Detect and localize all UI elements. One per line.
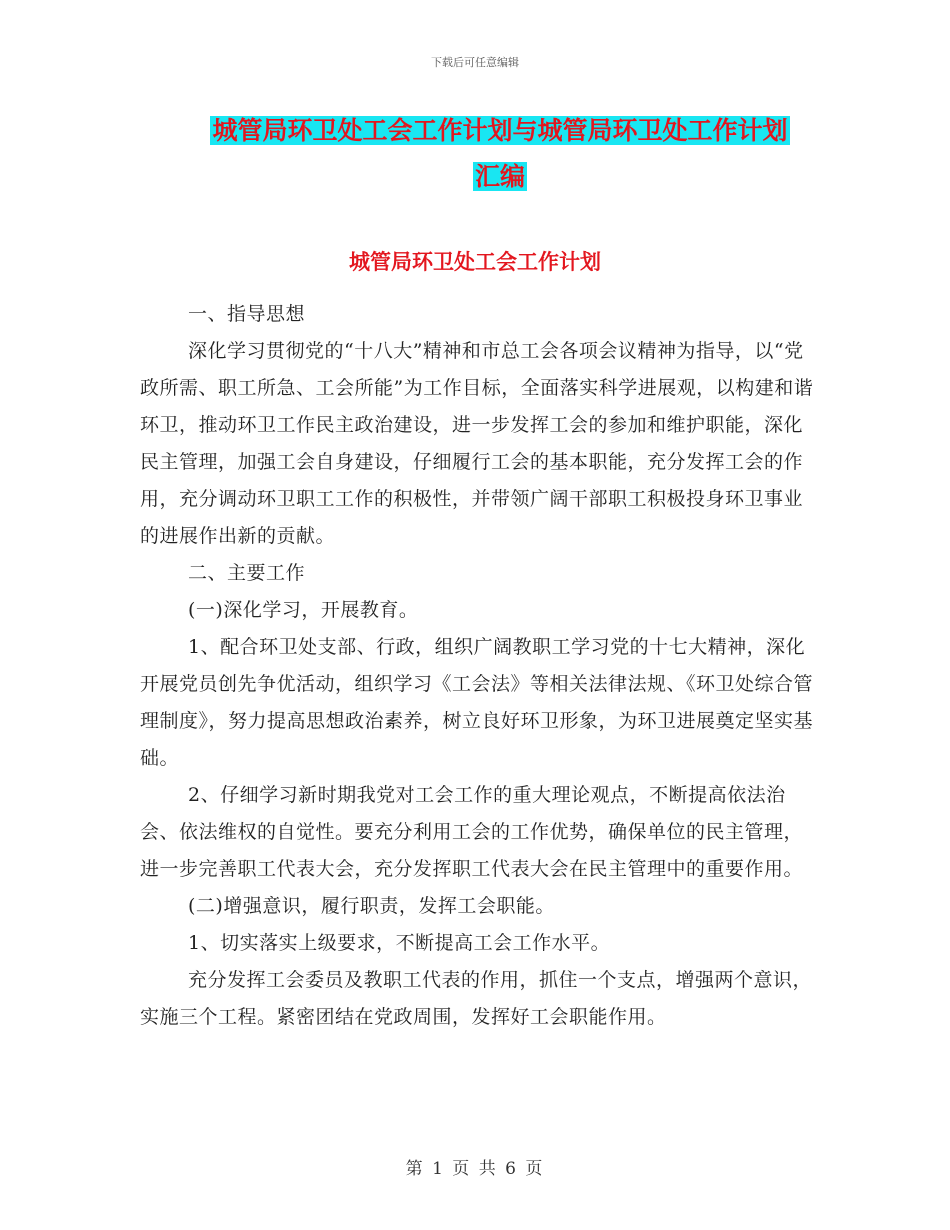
- body-paragraph: 充分发挥工会委员及教职工代表的作用，抓住一个支点，增强两个意识，实施三个工程。紧密团结在党政周围，发挥好工会职能作用。: [140, 969, 813, 1028]
- body-paragraph: 1、配合环卫处支部、行政，组织广阔教职工学习党的十七大精神，深化开展党员创先争优活动，组织学习《工会法》等相关法律法规、《环卫处综合管理制度》，努力提高思想政治素养，树立良好环卫形象，为环卫进展奠定坚实基础。: [140, 636, 814, 769]
- subheading-awareness: (二)增强意识，履行职责，发挥工会职能。: [188, 895, 555, 917]
- body-paragraph: 1、切实落实上级要求，不断提高工会工作水平。: [188, 932, 611, 954]
- header-note: 下载后可任意编辑: [431, 56, 519, 69]
- heading-guiding-ideology: 一、指导思想: [188, 303, 306, 325]
- document-title-line-2: 汇编: [474, 162, 525, 191]
- document-title-line-1: 城管局环卫处工会工作计划与城管局环卫处工作计划: [212, 116, 788, 145]
- page-footer: 第 1 页 共 6 页: [405, 1159, 545, 1179]
- document-body: [140, 296, 820, 1036]
- subheading-study: (一)深化学习，开展教育。: [188, 599, 419, 621]
- body-paragraph: 深化学习贯彻党的“十八大”精神和市总工会各项会议精神为指导，以“党政所需、职工所急、工会所能”为工作目标，全面落实科学进展观，以构建和谐环卫，推动环卫工作民主政治建设，进一步发挥工会的参加和维护职能，深化民主管理，加强工会自身建设，仔细履行工会的基本职能，充分发挥工会的作用，充分调动环卫职工工作的积极性，并带领广阔干部职工积极投身环卫事业的进展作出新的贡献。: [140, 340, 814, 547]
- body-paragraph: 2、仔细学习新时期我党对工会工作的重大理论观点，不断提高依法治会、依法维权的自觉性。要充分利用工会的工作优势，确保单位的民主管理，进一步完善职工代表大会，充分发挥职工代表大会在民主管理中的重要作用。: [140, 784, 804, 880]
- document-title: [190, 108, 810, 200]
- heading-main-work: 二、主要工作: [188, 562, 306, 584]
- section-title: 城管局环卫处工会工作计划: [349, 250, 601, 274]
